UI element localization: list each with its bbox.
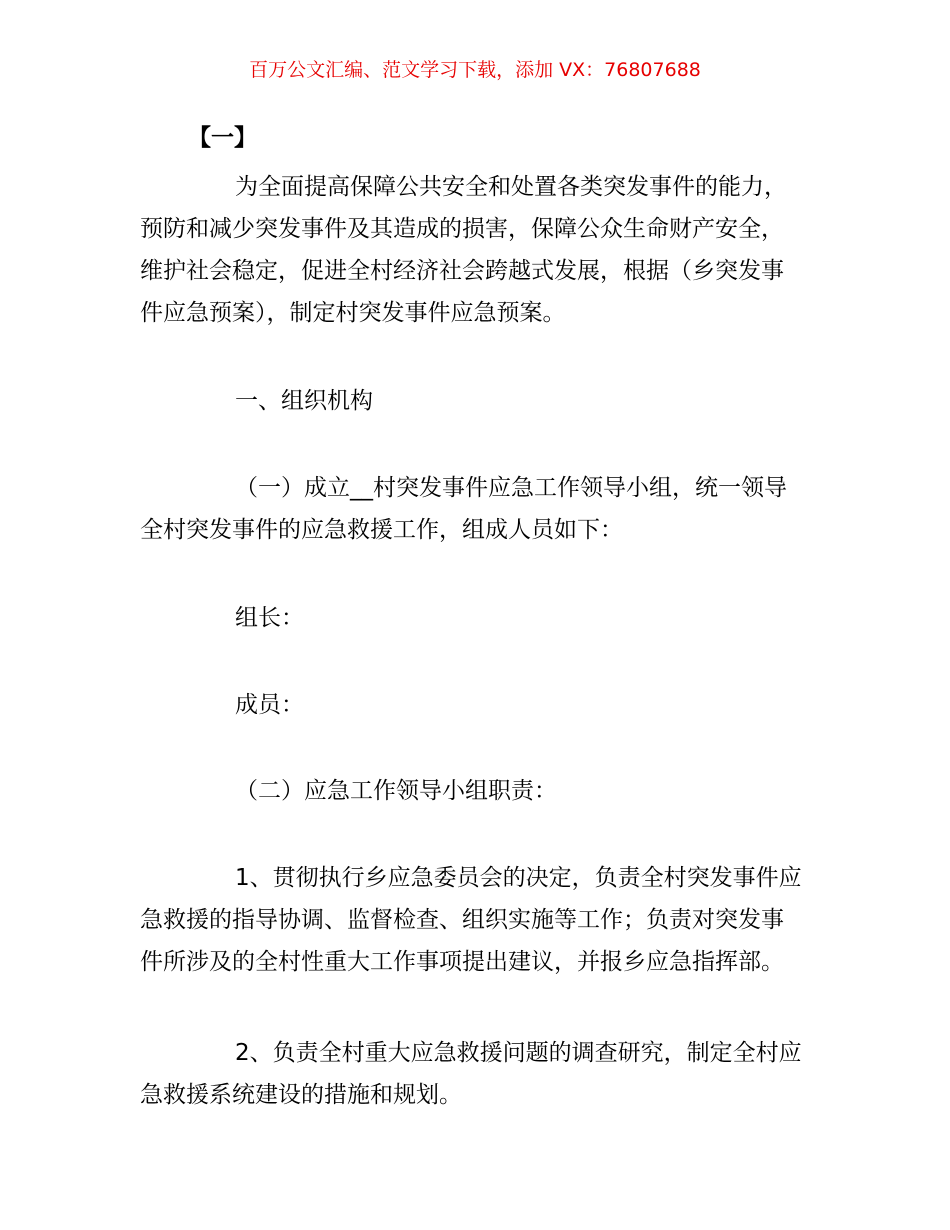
- paragraph-line: 为全面提高保障公共安全和处置各类突发事件的能力，: [235, 174, 787, 200]
- paragraph-line: 急救援的指导协调、监督检查、组织实施等工作；负责对突发事: [140, 907, 784, 933]
- paragraph-line: 全村突发事件的应急救援工作，组成人员如下：: [140, 517, 623, 543]
- paragraph-line: （一）成立__村突发事件应急工作领导小组，统一领导: [235, 475, 787, 501]
- subsection-1-paragraph: [140, 467, 820, 551]
- paragraph-line: 2、负责全村重大应急救援问题的调查研究，制定全村应: [235, 1040, 802, 1066]
- paragraph-line: 急救援系统建设的措施和规划。: [140, 1082, 462, 1108]
- paragraph-line: 预防和减少突发事件及其造成的损害，保障公众生命财产安全，: [140, 216, 784, 242]
- section-heading: 【一】: [188, 125, 257, 151]
- section-title-organization: 一、组织机构: [235, 388, 373, 414]
- duty-1-paragraph: [140, 857, 820, 983]
- watermark-header: 百万公文汇编、范文学习下载，添加 VX：76807688: [249, 59, 701, 81]
- paragraph-line: 维护社会稳定，促进全村经济社会跨越式发展，根据（乡突发事: [140, 258, 784, 284]
- subsection-2-title: （二）应急工作领导小组职责：: [235, 778, 557, 804]
- intro-paragraph: [140, 166, 820, 334]
- paragraph-line: 件所涉及的全村性重大工作事项提出建议，并报乡应急指挥部。: [140, 949, 784, 975]
- duty-2-paragraph: [140, 1032, 820, 1116]
- paragraph-line: 1、贯彻执行乡应急委员会的决定，负责全村突发事件应: [235, 865, 802, 891]
- members-label: 成员：: [235, 692, 304, 718]
- paragraph-line: 件应急预案），制定村突发事件应急预案。: [140, 300, 566, 326]
- leader-label: 组长：: [235, 605, 304, 631]
